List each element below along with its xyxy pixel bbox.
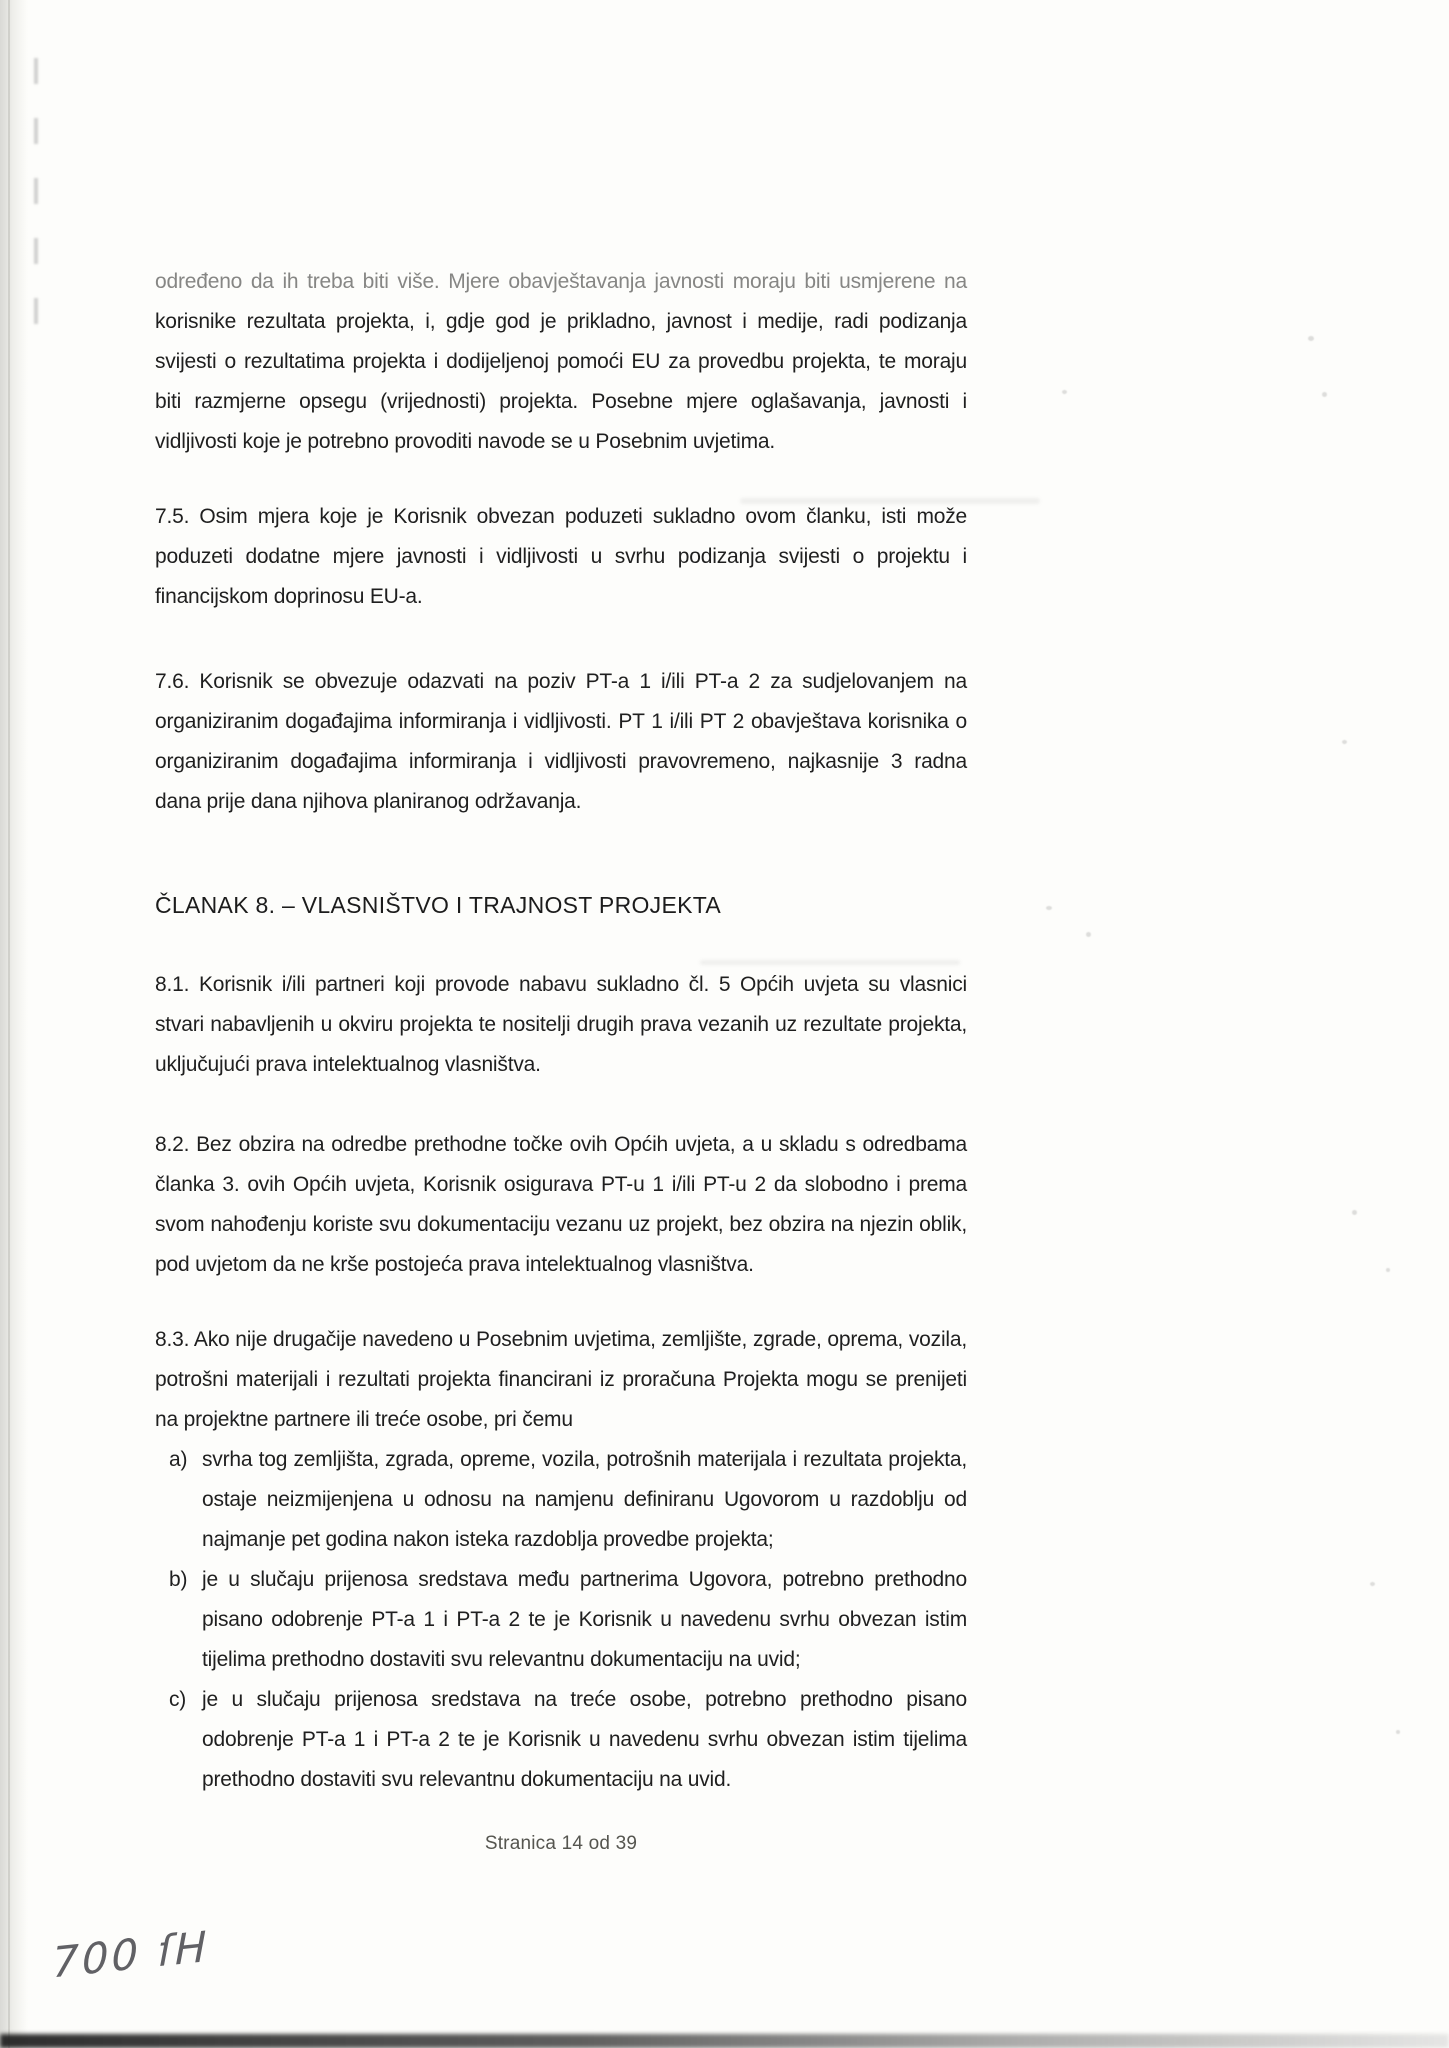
scan-speck xyxy=(1352,1210,1357,1215)
scan-left-edge-line xyxy=(8,0,10,2048)
page-number-footer: Stranica 14 od 39 xyxy=(484,1833,638,1854)
paragraph-8-3: 8.3. Ako nije drugačije navedeno u Posebnim uvjetima, zemljište, zgrade, oprema, vozila, potrošni materijali i rezultati projekta financirani iz proračuna Projekta mogu se prenijeti na projektne partnere ili treće osobe, pri čemu xyxy=(155,1328,967,1431)
handwritten-mark: 700 ſH xyxy=(52,1921,210,1988)
scan-speck xyxy=(1086,932,1091,937)
scan-speck xyxy=(1322,392,1327,397)
list-item-c-label: c) xyxy=(169,1688,187,1711)
list-item-a xyxy=(155,1440,967,1560)
list-item-b-text: je u slučaju prijenosa sredstava među partnerima Ugovora, potrebno prethodno pisano odobrenje PT-a 1 i PT-a 2 te je Korisnik u navedenu svrhu obvezan istim tijelima prethodno dostaviti svu relevantnu dokumentaciju na uvid; xyxy=(202,1568,967,1671)
paragraph-7-5: 7.5. Osim mjera koje je Korisnik obvezan poduzeti sukladno ovom članku, isti može poduzeti dodatne mjere javnosti i vidljivosti u svrhu podizanja svijesti o projektu i financijskom doprinosu EU-a. xyxy=(155,505,967,608)
paragraph-8-2: 8.2. Bez obzira na odredbe prethodne točke ovih Općih uvjeta, a u skladu s odredbama članka 3. ovih Općih uvjeta, Korisnik osigurava PT-u 1 i/ili PT-u 2 da slobodno i prema svom nahođenju koriste svu dokumentaciju vezanu uz projekt, bez obzira na njezin oblik, pod uvjetom da ne krše postojeća prava intelektualnog vlasništva. xyxy=(155,1133,967,1276)
document-text-column xyxy=(155,262,967,1864)
list-item-b-label: b) xyxy=(169,1568,188,1591)
scan-speck xyxy=(1342,740,1347,744)
list-item-a-text: svrha tog zemljišta, zgrada, opreme, vozila, potrošnih materijala i rezultata projekta, ostaje neizmijenjena u odnosu na namjenu definiranu Ugovorom u razdoblju od najmanje pet godina nakon isteka razdoblja provedbe projekta; xyxy=(202,1448,967,1551)
scan-speck xyxy=(1386,1268,1390,1272)
scan-left-edge-band xyxy=(0,0,28,2048)
list-item-c-text: je u slučaju prijenosa sredstava na treće osobe, potrebno prethodno pisano odobrenje PT-a 1 i PT-a 2 te je Korisnik u navedenu svrhu obvezan istim tijelima prethodno dostaviti svu relevantnu dokumentaciju na uvid. xyxy=(202,1688,967,1791)
scan-speck xyxy=(1396,1730,1400,1734)
scan-speck xyxy=(1046,906,1052,910)
paragraph-7-6: 7.6. Korisnik se obvezuje odazvati na poziv PT-a 1 i/ili PT-a 2 za sudjelovanjem na organiziranim događajima informiranja i vidljivosti. PT 1 i/ili PT 2 obavještava korisnika o organiziranim događajima informiranja i vidljivosti pravovremeno, najkasnije 3 radna dana prije dana njihova planiranog održavanja. xyxy=(155,670,967,813)
scan-left-noise xyxy=(34,58,38,338)
clause-list xyxy=(155,1440,967,1800)
scan-speck xyxy=(1308,336,1314,341)
article-8-heading: ČLANAK 8. – VLASNIŠTVO I TRAJNOST PROJEKTA xyxy=(155,892,722,918)
list-item-a-label: a) xyxy=(169,1448,188,1471)
scan-speck xyxy=(1062,390,1067,394)
list-item-c xyxy=(155,1680,967,1800)
paragraph-7-4-continuation: određeno da ih treba biti više. Mjere obavještavanja javnosti moraju biti usmjerene na korisnike rezultata projekta, i, gdje god je prikladno, javnost i medije, radi podizanja svijesti o rezultatima projekta i dodijeljenoj pomoći EU za provedbu projekta, te moraju biti razmjerne opsegu (vrijednosti) projekta. Posebne mjere oglašavanja, javnosti i vidljivosti koje je potrebno provoditi navode se u Posebnim uvjetima. xyxy=(155,270,967,453)
paragraph-8-1: 8.1. Korisnik i/ili partneri koji provode nabavu sukladno čl. 5 Općih uvjeta su vlasnici stvari nabavljenih u okviru projekta te nositelji drugih prava vezanih uz rezultate projekta, uključujući prava intelektualnog vlasništva. xyxy=(155,973,967,1076)
scan-speck xyxy=(1370,1582,1375,1586)
scan-bottom-edge xyxy=(0,2034,1449,2048)
list-item-b xyxy=(155,1560,967,1680)
